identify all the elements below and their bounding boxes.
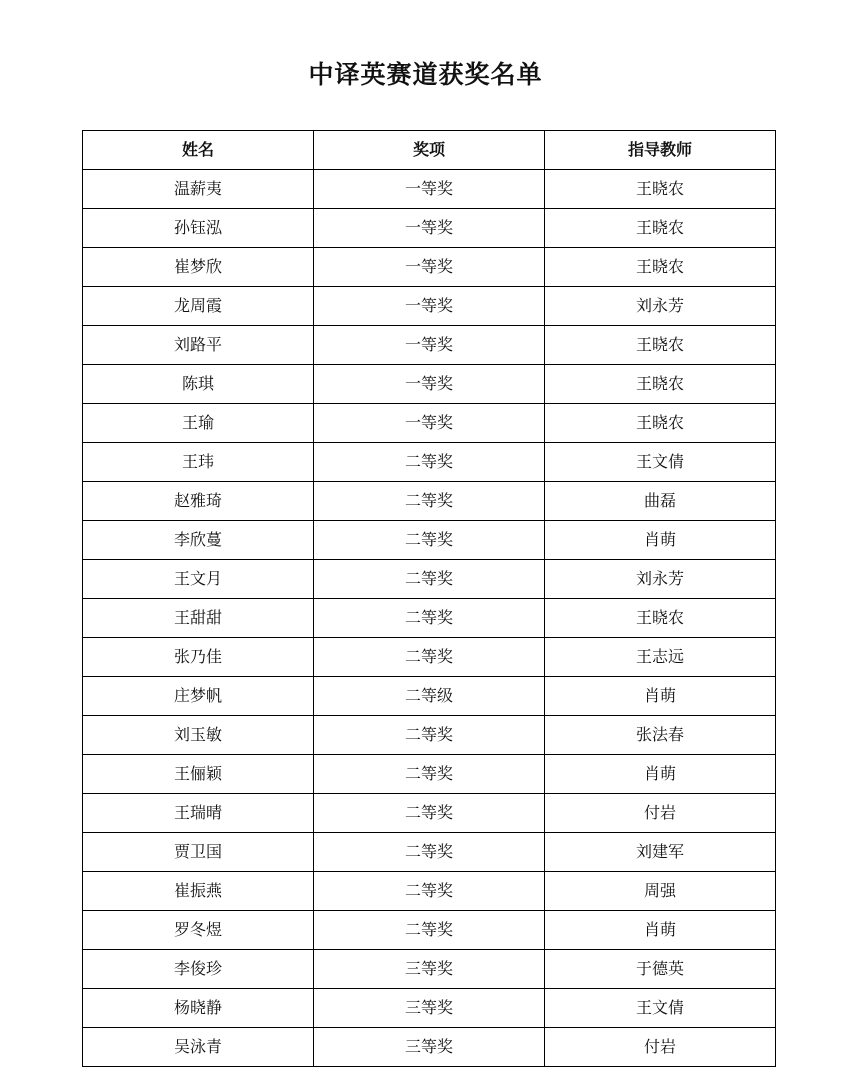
table-row (83, 716, 776, 755)
column-header-name: 姓名 (83, 131, 314, 170)
cell-award: 二等级 (314, 677, 545, 716)
cell-advisor: 王晓农 (545, 170, 776, 209)
cell-name: 罗冬煜 (83, 911, 314, 950)
cell-award: 一等奖 (314, 326, 545, 365)
table-row (83, 482, 776, 521)
table-row (83, 365, 776, 404)
page-title: 中译英赛道获奖名单 (308, 60, 543, 89)
cell-name: 刘玉敏 (83, 716, 314, 755)
cell-award: 二等奖 (314, 833, 545, 872)
award-table (82, 130, 776, 1067)
cell-award: 二等奖 (314, 560, 545, 599)
cell-name: 王甜甜 (83, 599, 314, 638)
table-row (83, 833, 776, 872)
cell-name: 龙周霞 (83, 287, 314, 326)
cell-name: 赵雅琦 (83, 482, 314, 521)
cell-award: 二等奖 (314, 755, 545, 794)
table-row (83, 755, 776, 794)
cell-advisor: 王晓农 (545, 365, 776, 404)
cell-award: 二等奖 (314, 716, 545, 755)
table-header (83, 131, 776, 170)
table-row (83, 989, 776, 1028)
cell-award: 一等奖 (314, 209, 545, 248)
cell-name: 王瑜 (83, 404, 314, 443)
table-body (83, 170, 776, 1067)
table-row (83, 326, 776, 365)
cell-advisor: 刘永芳 (545, 560, 776, 599)
table-row (83, 521, 776, 560)
header-row (83, 131, 776, 170)
cell-name: 崔振燕 (83, 872, 314, 911)
cell-award: 二等奖 (314, 638, 545, 677)
cell-name: 陈琪 (83, 365, 314, 404)
table-row (83, 872, 776, 911)
cell-name: 温薪夷 (83, 170, 314, 209)
cell-award: 一等奖 (314, 404, 545, 443)
cell-advisor: 王晓农 (545, 599, 776, 638)
cell-name: 崔梦欣 (83, 248, 314, 287)
cell-advisor: 王志远 (545, 638, 776, 677)
table-row (83, 794, 776, 833)
cell-advisor: 刘建军 (545, 833, 776, 872)
cell-award: 二等奖 (314, 521, 545, 560)
cell-award: 二等奖 (314, 911, 545, 950)
cell-advisor: 王晓农 (545, 326, 776, 365)
cell-name: 张乃佳 (83, 638, 314, 677)
cell-advisor: 王文倩 (545, 443, 776, 482)
cell-advisor: 王晓农 (545, 209, 776, 248)
cell-advisor: 王文倩 (545, 989, 776, 1028)
cell-award: 二等奖 (314, 482, 545, 521)
cell-award: 三等奖 (314, 950, 545, 989)
cell-name: 王文月 (83, 560, 314, 599)
cell-advisor: 肖萌 (545, 911, 776, 950)
table-row (83, 638, 776, 677)
cell-advisor: 刘永芳 (545, 287, 776, 326)
table-row (83, 560, 776, 599)
cell-award: 二等奖 (314, 443, 545, 482)
table-row (83, 1028, 776, 1067)
table-row (83, 209, 776, 248)
cell-advisor: 付岩 (545, 794, 776, 833)
cell-advisor: 肖萌 (545, 521, 776, 560)
cell-name: 刘路平 (83, 326, 314, 365)
cell-award: 一等奖 (314, 170, 545, 209)
cell-name: 孙钰泓 (83, 209, 314, 248)
cell-award: 二等奖 (314, 599, 545, 638)
column-header-award: 奖项 (314, 131, 545, 170)
column-header-advisor: 指导教师 (545, 131, 776, 170)
table-row (83, 404, 776, 443)
cell-advisor: 王晓农 (545, 404, 776, 443)
cell-advisor: 付岩 (545, 1028, 776, 1067)
cell-name: 王俪颖 (83, 755, 314, 794)
cell-advisor: 于德英 (545, 950, 776, 989)
cell-name: 王瑞晴 (83, 794, 314, 833)
cell-award: 一等奖 (314, 248, 545, 287)
cell-name: 吴泳青 (83, 1028, 314, 1067)
cell-advisor: 曲磊 (545, 482, 776, 521)
cell-name: 王玮 (83, 443, 314, 482)
cell-name: 李俊珍 (83, 950, 314, 989)
cell-advisor: 周强 (545, 872, 776, 911)
table-row (83, 599, 776, 638)
table-row (83, 287, 776, 326)
table-row (83, 170, 776, 209)
cell-advisor: 王晓农 (545, 248, 776, 287)
table-row (83, 677, 776, 716)
cell-award: 二等奖 (314, 794, 545, 833)
table-row (83, 950, 776, 989)
table-row (83, 248, 776, 287)
cell-name: 贾卫国 (83, 833, 314, 872)
table-row (83, 443, 776, 482)
cell-advisor: 张法春 (545, 716, 776, 755)
cell-name: 杨晓静 (83, 989, 314, 1028)
cell-award: 一等奖 (314, 365, 545, 404)
cell-award: 一等奖 (314, 287, 545, 326)
cell-name: 庄梦帆 (83, 677, 314, 716)
cell-name: 李欣蔓 (83, 521, 314, 560)
cell-advisor: 肖萌 (545, 677, 776, 716)
table-row (83, 911, 776, 950)
cell-advisor: 肖萌 (545, 755, 776, 794)
cell-award: 三等奖 (314, 989, 545, 1028)
cell-award: 二等奖 (314, 872, 545, 911)
cell-award: 三等奖 (314, 1028, 545, 1067)
